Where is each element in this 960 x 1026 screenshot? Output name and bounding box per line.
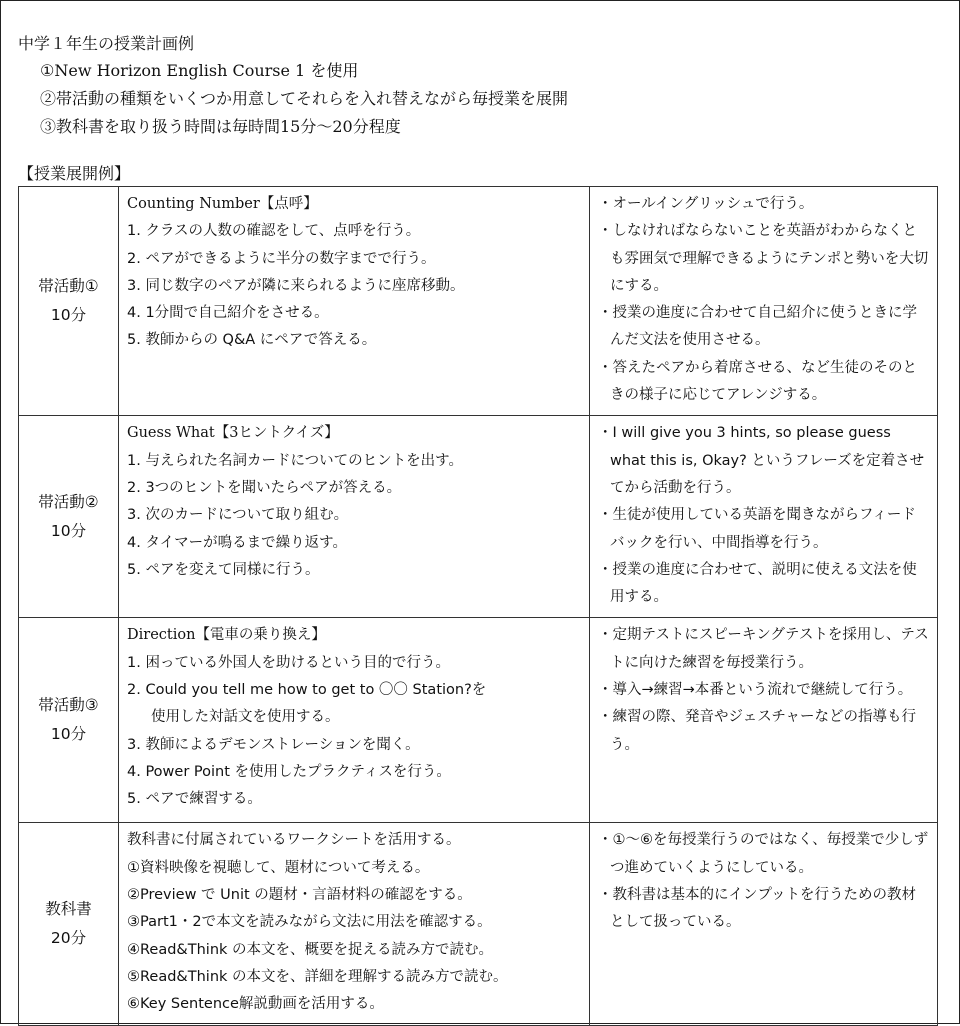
activity-step: ④Read&Think の本文を、概要を捉える読み方で読む。 <box>127 941 494 958</box>
activity-step: ⑤Read&Think の本文を、詳細を理解する読み方で読む。 <box>127 968 508 985</box>
activity-step: 2. Could you tell me how to get to 〇〇 Station?を <box>127 682 487 699</box>
activity-label: 帯活動② <box>38 492 99 511</box>
activity-note: ・教科書は基本的にインプットを行うための教材として扱っている。 <box>598 887 916 931</box>
activity-note: ・導入→練習→本番という流れで継続して行う。 <box>598 682 913 699</box>
activity-time: 10分 <box>50 306 87 325</box>
activity-step: 1. クラスの人数の確認をして、点呼を行う。 <box>127 223 421 240</box>
activity-label: 教科書 <box>45 899 92 918</box>
activity-label-cell <box>19 618 119 823</box>
activity-time: 10分 <box>50 725 87 744</box>
activity-title: Counting Number【点呼】 <box>127 196 318 212</box>
activity-time: 20分 <box>50 928 87 947</box>
activity-note: ・生徒が使用している英語を聞きながらフィードバックを行い、中間指導を行う。 <box>598 507 916 551</box>
table-row <box>19 416 938 618</box>
activity-note: ・I will give you 3 hints, so please guess what this is, Okay? というフレーズを定着させてから活動を行う。 <box>598 425 925 496</box>
activity-notes-cell <box>590 187 938 416</box>
activity-step: 3. 次のカードについて取り組む。 <box>127 507 349 524</box>
activity-note: ・しなければならないことを英語がわからなくとも雰囲気で理解できるようにテンポと勢いを大切にする。 <box>598 223 929 294</box>
activity-step: 5. 教師からの Q&A にペアで答える。 <box>127 332 377 349</box>
activity-note: ・答えたペアから着席させる、など生徒のそのときの様子に応じてアレンジする。 <box>598 359 917 404</box>
activity-steps-cell <box>119 416 590 618</box>
activity-notes-cell <box>590 416 938 618</box>
activity-step: 3. 教師によるデモンストレーションを聞く。 <box>127 736 420 753</box>
activity-step: 1. 困っている外国人を助けるという目的で行う。 <box>127 654 450 671</box>
activity-step: ①資料映像を視聴して、題材について考える。 <box>127 859 430 876</box>
activity-step: 4. Power Point を使用したプラクティスを行う。 <box>127 763 451 780</box>
activity-steps-cell <box>119 187 590 416</box>
activity-step: 4. 1分間で自己紹介をさせる。 <box>127 305 329 322</box>
activity-time: 10分 <box>50 521 87 540</box>
activity-note: ・オールイングリッシュで行う。 <box>598 196 814 212</box>
activity-step: 5. ペアで練習する。 <box>127 791 262 808</box>
activity-label: 帯活動③ <box>38 696 99 715</box>
activity-note: ・定期テストにスピーキングテストを採用し、テストに向けた練習を毎授業行う。 <box>598 627 929 671</box>
activity-steps-cell <box>119 618 590 823</box>
intro-point-1: ①New Horizon English Course 1 を使用 <box>40 61 359 80</box>
table-row <box>19 823 938 1025</box>
activity-step: 1. 与えられた名詞カードについてのヒントを出す。 <box>127 452 463 469</box>
activity-title: Direction【電車の乗り換え】 <box>127 627 326 644</box>
lesson-plan-table <box>18 186 938 1026</box>
activity-step: ②Preview で Unit の題材・言語材料の確認をする。 <box>127 887 472 904</box>
activity-note: ・授業の進度に合わせて、説明に使える文法を使用する。 <box>598 561 917 606</box>
activity-step: 3. 同じ数字のペアが隣に来られるように座席移動。 <box>127 277 465 294</box>
intro-point-3: ③教科書を取り扱う時間は毎時間15分～20分程度 <box>40 117 401 136</box>
activity-note: ・授業の進度に合わせて自己紹介に使うときに学んだ文法を使用させる。 <box>598 305 917 349</box>
intro-point-2: ②帯活動の種類をいくつか用意してそれらを入れ替えながら毎授業を展開 <box>40 89 569 108</box>
section-title: 【授業展開例】 <box>18 164 131 183</box>
activity-title: Guess What【3ヒントクイズ】 <box>127 425 339 442</box>
activity-note: ・①～⑥を毎授業行うのではなく、毎授業で少しずつ進めていくようにしている。 <box>598 832 929 876</box>
activity-steps-cell <box>119 823 590 1025</box>
activity-step: ③Part1・2で本文を読みながら文法に用法を確認する。 <box>127 914 492 931</box>
activity-step: ⑥Key Sentence解説動画を活用する。 <box>127 996 384 1013</box>
activity-step: 5. ペアを変えて同様に行う。 <box>127 561 320 578</box>
activity-step: 2. ペアができるように半分の数字までで行う。 <box>127 250 436 267</box>
activity-title: 教科書に付属されているワークシートを活用する。 <box>127 832 461 849</box>
activity-label-cell <box>19 416 119 618</box>
table-row <box>19 187 938 416</box>
activity-step: 2. 3つのヒントを聞いたらペアが答える。 <box>127 479 402 496</box>
activity-step: 4. タイマーが鳴るまで繰り返す。 <box>127 534 347 551</box>
activity-label-cell <box>19 187 119 416</box>
page-title: 中学１年生の授業計画例 <box>18 34 195 53</box>
activity-notes-cell <box>590 823 938 1025</box>
activity-label: 帯活動① <box>38 277 99 296</box>
activity-label-cell <box>19 823 119 1025</box>
activity-notes-cell <box>590 618 938 823</box>
activity-step: 使用した対話文を使用する。 <box>151 709 340 726</box>
activity-note: ・練習の際、発音やジェスチャーなどの指導も行う。 <box>598 709 916 753</box>
table-row <box>19 618 938 823</box>
